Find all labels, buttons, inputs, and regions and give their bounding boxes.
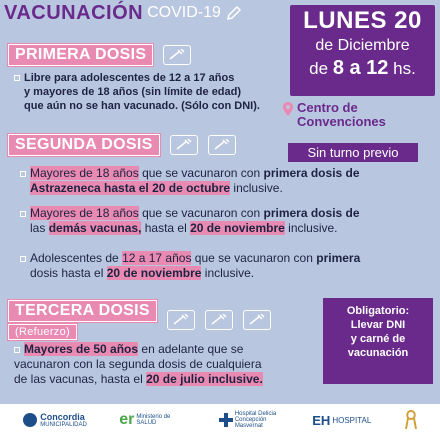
syringe-icon	[243, 310, 271, 330]
ribbon-icon	[404, 409, 418, 431]
segunda-item-3: Adolescentes de 12 a 17 años que se vacunaron con primera dosis hasta el 20 de noviembre inclusive.	[20, 251, 436, 281]
location-pin-icon	[282, 101, 294, 117]
tercera-dosis-header	[8, 300, 271, 340]
header-title	[4, 0, 243, 26]
syringe-icon	[208, 135, 236, 155]
ribbon-logo	[404, 409, 418, 431]
obligatorio-box: Obligatorio: Llevar DNI y carné de vacunación	[323, 298, 433, 384]
covid-label: COVID-19	[147, 4, 221, 21]
concordia-logo: Concordia MUNICIPALIDAD	[22, 412, 87, 428]
syringe-icon	[167, 310, 195, 330]
date-day: LUNES 20	[303, 7, 422, 34]
syringe-icon	[205, 310, 233, 330]
date-box	[290, 5, 435, 96]
logos-bar	[0, 404, 440, 436]
primera-dosis-text: Libre para adolescentes de 12 a 17 años y mayores de 18 años (sin límite de edad) que aún no se han vacunado. (Sólo con DNI).	[14, 71, 260, 113]
vacunacion-title: VACUNACIÓN	[4, 1, 144, 24]
cross-icon	[219, 413, 233, 427]
tercera-dosis-subtitle: (Refuerzo)	[8, 324, 77, 340]
tercera-dosis-title: TERCERA DOSIS	[8, 300, 157, 322]
tercera-dosis-text: Mayores de 50 años en adelante que se vacunaron con la segunda dosis de cualquiera de las vacunas, hasta el 20 de julio inclusive.	[14, 342, 263, 386]
hospital-delicia-logo: Hospital Delicia Concepción Masvernat	[219, 411, 280, 429]
primera-dosis-header	[8, 44, 191, 66]
syringe-icon	[163, 45, 191, 65]
hospital-logo: EH HOSPITAL	[312, 412, 372, 428]
primera-dosis-title: PRIMERA DOSIS	[8, 44, 153, 66]
segunda-dosis-title: SEGUNDA DOSIS	[8, 134, 160, 156]
date-month: de Diciembre	[315, 37, 410, 54]
concordia-icon	[22, 412, 38, 428]
date-hours: de 8 a 12 hs.	[309, 57, 416, 79]
segunda-item-2: Mayores de 18 años que se vacunaron con primera dosis de las demás vacunas, hasta el 20 de noviembre inclusive.	[20, 206, 436, 236]
sin-turno-badge: Sin turno previo	[288, 143, 418, 162]
location: Centro de Convenciones	[282, 101, 432, 129]
syringe-icon	[170, 135, 198, 155]
ministerio-logo: er Ministerio de SALUD	[119, 411, 171, 428]
segunda-item-1: Mayores de 18 años que se vacunaron con primera dosis de Astrazeneca hasta el 20 de octubre inclusive.	[20, 166, 436, 196]
pencil-icon	[225, 4, 243, 22]
segunda-dosis-header	[8, 134, 236, 156]
